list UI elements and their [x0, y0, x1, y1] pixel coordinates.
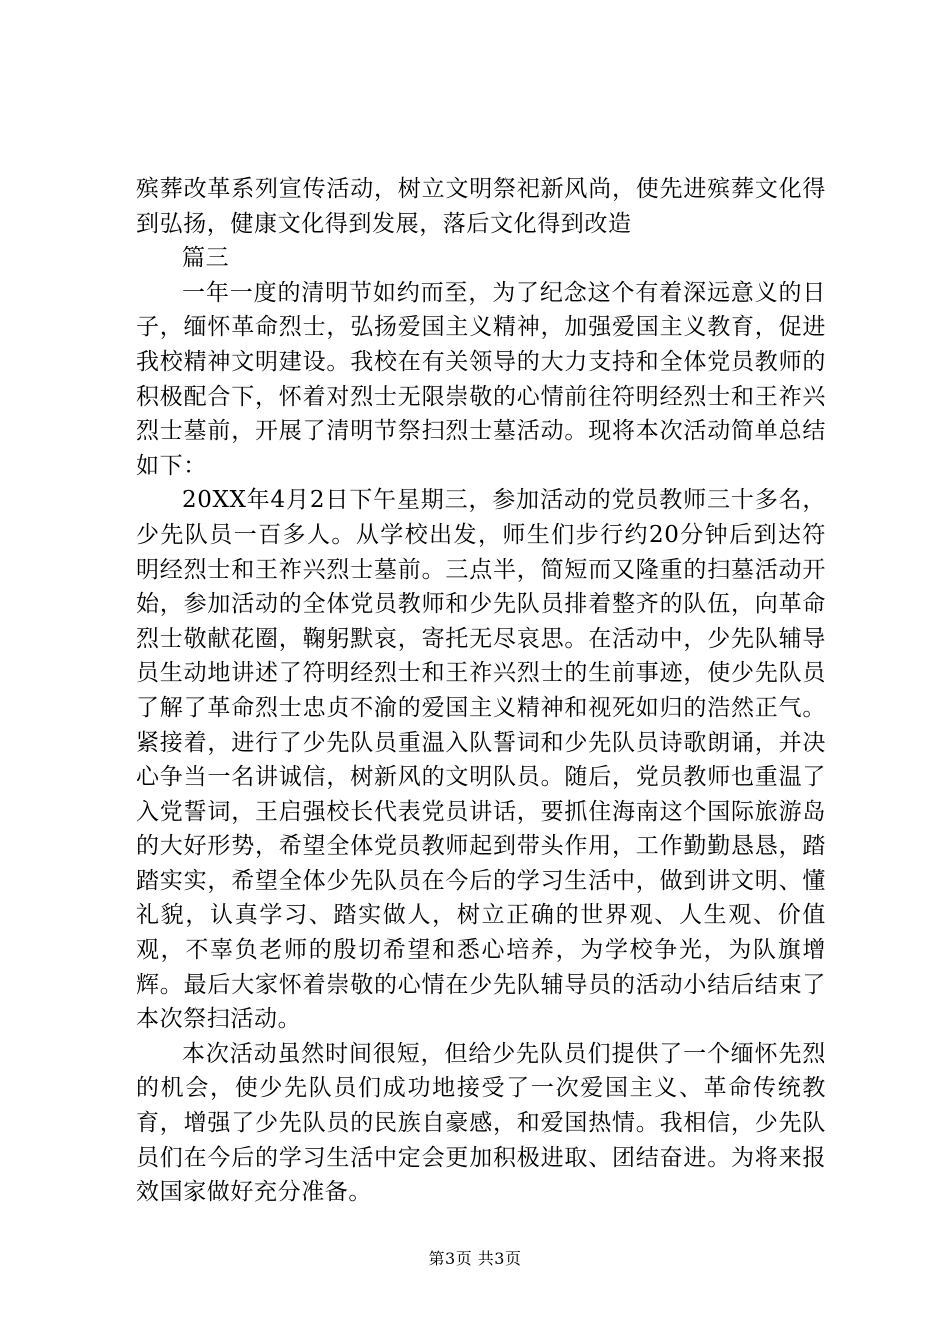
paragraph-conclusion: 本次活动虽然时间很短，但给少先队员们提供了一个缅怀先烈的机会，使少先队员们成功地接受了一次爱国主义、革命传统教育，增强了少先队员的民族自豪感，和爱国热情。我相信，少先队员们在今后的学习生活中定会更加积极进取、团结奋进。为将来报效国家做好充分准备。: [136, 1040, 826, 1206]
paragraph-continued: 殡葬改革系列宣传活动，树立文明祭祀新风尚，使先进殡葬文化得到弘扬，健康文化得到发展，落后文化得到改造: [136, 176, 826, 237]
page-number-footer: 第3页 共3页: [428, 1249, 522, 1268]
section-heading: 篇三: [182, 245, 230, 272]
document-body: [136, 172, 826, 1210]
paragraph-intro: 一年一度的清明节如约而至，为了纪念这个有着深远意义的日子，缅怀革命烈士，弘扬爱国主义精神，加强爱国主义教育，促进我校精神文明建设。我校在有关领导的大力支持和全体党员教师的积极配合下，怀着对烈士无限崇敬的心情前往符明经烈士和王祚兴烈士墓前，开展了清明节祭扫烈士墓活动。现将本次活动简单总结如下：: [136, 279, 826, 479]
paragraph-activity: 20XX年4月2日下午星期三，参加活动的党员教师三十多名，少先队员一百多人。从学校出发，师生们步行约20分钟后到达符明经烈士和王祚兴烈士墓前。三点半，简短而又隆重的扫墓活动开始，参加活动的全体党员教师和少先队员排着整齐的队伍，向革命烈士敬献花圈，鞠躬默哀，寄托无尽哀思。在活动中，少先队辅导员生动地讲述了符明经烈士和王祚兴烈士的生前事迹，使少先队员了解了革命烈士忠贞不渝的爱国主义精神和视死如归的浩然正气。紧接着，进行了少先队员重温入队誓词和少先队员诗歌朗诵，并决心争当一名讲诚信，树新风的文明队员。随后，党员教师也重温了入党誓词，王启强校长代表党员讲话，要抓住海南这个国际旅游岛的大好形势，希望全体党员教师起到带头作用，工作勤勤恳恳，踏踏实实，希望全体少先队员在今后的学习生活中，做到讲文明、懂礼貌，认真学习、踏实做人，树立正确的世界观、人生观、价值观，不辜负老师的殷切希望和悉心培养，为学校争光，为队旗增辉。最后大家怀着崇敬的心情在少先队辅导员的活动小结后结束了本次祭扫活动。: [136, 487, 826, 1033]
